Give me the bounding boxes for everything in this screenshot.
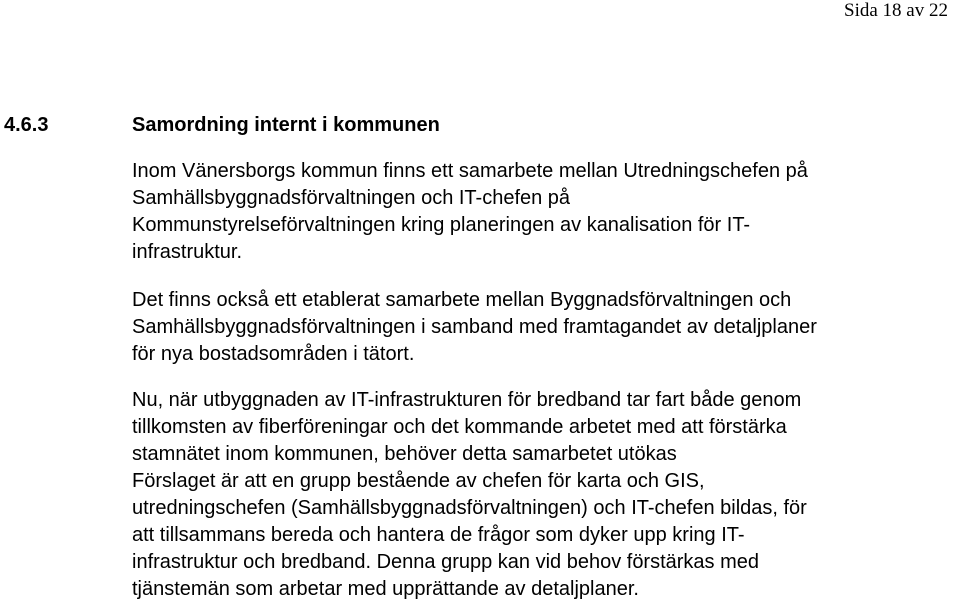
paragraph-line: Kommunstyrelseförvaltningen kring planeringen av kanalisation för IT- (132, 214, 751, 236)
paragraph-line: Samhällsbyggnadsförvaltningen och IT-chefen på (132, 187, 571, 209)
paragraph-line: Nu, när utbyggnaden av IT-infrastrukturen för bredband tar fart både genom (132, 389, 802, 411)
paragraph-cooperation-planning (132, 158, 808, 266)
section-number: 4.6.3 (4, 114, 49, 136)
paragraph-line: infrastruktur. (132, 241, 243, 263)
paragraph-proposal (132, 387, 807, 603)
section-title: Samordning internt i kommunen (132, 114, 440, 136)
section-heading (4, 112, 440, 138)
paragraph-line: Förslaget är att en grupp bestående av chefen för karta och GIS, (132, 470, 705, 492)
paragraph-line: Det finns också ett etablerat samarbete mellan Byggnadsförvaltningen och (132, 289, 792, 311)
paragraph-line: utredningschefen (Samhällsbyggnadsförvaltningen) och IT-chefen bildas, för (132, 497, 807, 519)
paragraph-detailed-plans (132, 287, 817, 368)
paragraph-line: stamnätet inom kommunen, behöver detta samarbetet utökas (132, 443, 677, 465)
paragraph-line: att tillsammans bereda och hantera de frågor som dyker upp kring IT- (132, 524, 745, 546)
paragraph-line: tjänstemän som arbetar med upprättande av detaljplaner. (132, 578, 639, 600)
paragraph-line: Inom Vänersborgs kommun finns ett samarbete mellan Utredningschefen på (132, 160, 808, 182)
page-number: Sida 18 av 22 (844, 0, 948, 21)
paragraph-line: tillkomsten av fiberföreningar och det kommande arbetet med att förstärka (132, 416, 787, 438)
paragraph-line: för nya bostadsområden i tätort. (132, 343, 415, 365)
paragraph-line: infrastruktur och bredband. Denna grupp kan vid behov förstärkas med (132, 551, 760, 573)
paragraph-line: Samhällsbyggnadsförvaltningen i samband med framtagandet av detaljplaner (132, 316, 817, 338)
